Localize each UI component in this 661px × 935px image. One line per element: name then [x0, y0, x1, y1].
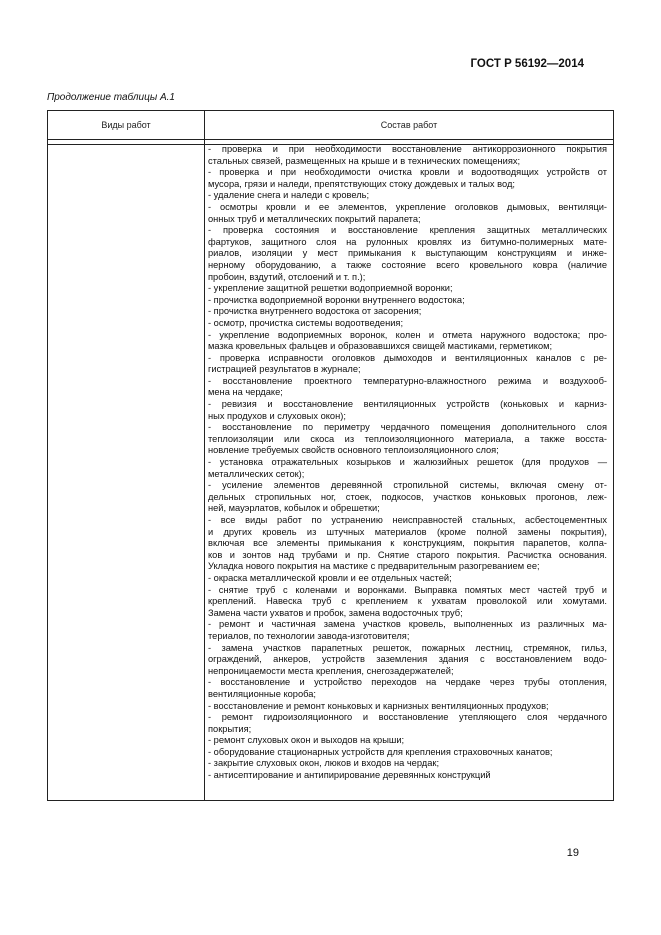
text-line: и других кровель из штучных материалов (кроме полной замены покрытия),	[208, 526, 607, 537]
text-line: дельных стропильных ног, стоек, подкосов, участков коньковых прогонов, леж-	[208, 491, 607, 502]
text-line: - все виды работ по устранению неисправностей стальных, асбестоцементных	[208, 515, 607, 525]
text-line: пробоин, вздутий, отслоений и т. п.);	[208, 271, 366, 282]
text-line: Укладка нового покрытия на мастике с предварительным разогреванием ее;	[208, 561, 540, 572]
document-standard-number: ГОСТ Р 56192—2014	[470, 58, 584, 70]
text-line: риалов, изоляции у мест примыкания к выступающим конструкциям и инже-	[208, 248, 607, 259]
text-line: - ремонт гидроизоляционного и восстановление утепляющего слоя чердачного	[208, 712, 607, 723]
text-line: - антисептирование и антипирирование деревянных конструкций	[208, 770, 491, 781]
text-line: мусора, грязи и наледи, препятствующих стоку дождевых и талых вод;	[208, 178, 515, 189]
text-line: креплений. Навеска труб с креплением к ухватам проволокой или хомутами.	[208, 596, 607, 607]
column-header-work-types: Виды работ	[101, 120, 151, 130]
text-line: непроницаемости места крепления, снегозадержателей;	[208, 665, 454, 676]
text-line: - ремонт слуховых окон и выходов на крыши;	[208, 735, 405, 746]
text-line: - укрепление водоприемных воронок, колен и отмета наружного водостока; про-	[208, 329, 607, 340]
text-line: - восстановление проектного температурно-влажностного режима и воздухооб-	[208, 375, 607, 386]
text-line: - окраска металлической кровли и ее отдельных частей;	[208, 572, 452, 583]
text-line: - укрепление защитной решетки водоприемной воронки;	[208, 283, 453, 294]
text-line: - ремонт и частичная замена участков кровель, выполненных из различных ма-	[208, 619, 607, 630]
text-line: - проверка и при необходимости восстановление антикоррозионного покрытия	[208, 144, 607, 154]
text-line: включая все элементы примыкания к конструкциям, покрытия парапетов, колпа-	[208, 538, 607, 549]
page-number: 19	[566, 847, 579, 859]
text-line: мена на чердаке;	[208, 387, 283, 398]
text-line: - закрытие слуховых окон, люков и входов на чердак;	[208, 758, 440, 769]
text-line: гистрацией результатов в журнале;	[208, 364, 361, 375]
text-line: ней, мауэрлатов, кобылок и обрешетки;	[208, 503, 380, 514]
text-line: новление требуемых свойств основного теплоизоляционного слоя;	[208, 445, 499, 456]
text-line: ограждений, анкеров, устройств заземления здания с восстановлением водо-	[208, 654, 607, 665]
text-line: териалов, по технологии завода-изготовителя;	[208, 630, 410, 641]
text-line: - ревизия и восстановление вентиляционных устройств (коньковых и карниз-	[208, 399, 607, 410]
text-line: вентиляционные короба;	[208, 688, 316, 699]
text-line: - осмотры кровли и ее элементов, укрепление оголовков дымовых, вентиляци-	[208, 201, 607, 212]
text-line: онных труб и металлических покрытий парапета;	[208, 213, 421, 224]
text-line: ков и зонтов над трубами и пр. Снятие старого покрытия. Расчистка основания.	[208, 549, 607, 560]
text-line: - замена участков парапетных решеток, пожарных лестниц, стремянок, гильз,	[208, 642, 607, 653]
work-composition-cell	[208, 144, 607, 782]
text-line: - усиление элементов деревянной стропильной системы, включая смену от-	[208, 480, 607, 491]
text-line: Замена части ухватов и пробок, замена водосточных труб;	[208, 607, 463, 618]
text-line: мазка кровельных фальцев и образовавшихся свищей мастиками, герметиком;	[208, 341, 553, 352]
text-line: - проверка состояния и восстановление крепления защитных металлических	[208, 225, 607, 236]
text-line: ных продухов и слуховых окон);	[208, 410, 346, 421]
column-header-work-composition: Состав работ	[380, 120, 438, 130]
text-line: покрытия;	[208, 723, 252, 734]
text-line: фартуков, защитного слоя на рулонных кровлях из битумно-полимерных мате-	[208, 236, 607, 247]
text-line: - осмотр, прочистка системы водоотведения;	[208, 317, 404, 328]
text-line: - прочистка водоприемной воронки внутреннего водостока;	[208, 294, 465, 305]
text-line: - восстановление по периметру чердачного помещения дополнительного слоя	[208, 422, 607, 433]
text-line: - проверка и при необходимости очистка кровли и водоотводящих устройств от	[208, 167, 607, 178]
text-line: - удаление снега и наледи с кровель;	[208, 190, 370, 201]
text-line: - восстановление и устройство переходов на чердаке через трубы отопления,	[208, 677, 607, 688]
column-divider	[204, 111, 205, 800]
text-line: нерному оборудованию, а также состояние всего кровельного ковра (наличие	[208, 259, 607, 270]
works-table	[47, 110, 614, 801]
text-line: - оборудование стационарных устройств для крепления страховочных канатов;	[208, 746, 553, 757]
text-line: - проверка исправности оголовков дымоходов и вентиляционных каналов с ре-	[208, 352, 607, 363]
table-caption: Продолжение таблицы А.1	[47, 92, 175, 103]
text-line: металлических сеток);	[208, 468, 305, 479]
text-line: - установка отражательных козырьков и жалюзийных решеток (для продухов —	[208, 457, 607, 468]
text-line: стальных связей, размещенных на крыше и в технических помещениях;	[208, 155, 521, 166]
text-line: - прочистка внутреннего водостока от засорения;	[208, 306, 422, 317]
text-line: - снятие труб с коленами и воронками. Выправка помятых мест частей труб и	[208, 584, 607, 595]
text-line: - восстановление и ремонт коньковых и карнизных вентиляционных продухов;	[208, 700, 549, 711]
text-line: теплоизоляции или скоса из теплоизоляционного материала, а также восста-	[208, 433, 607, 444]
